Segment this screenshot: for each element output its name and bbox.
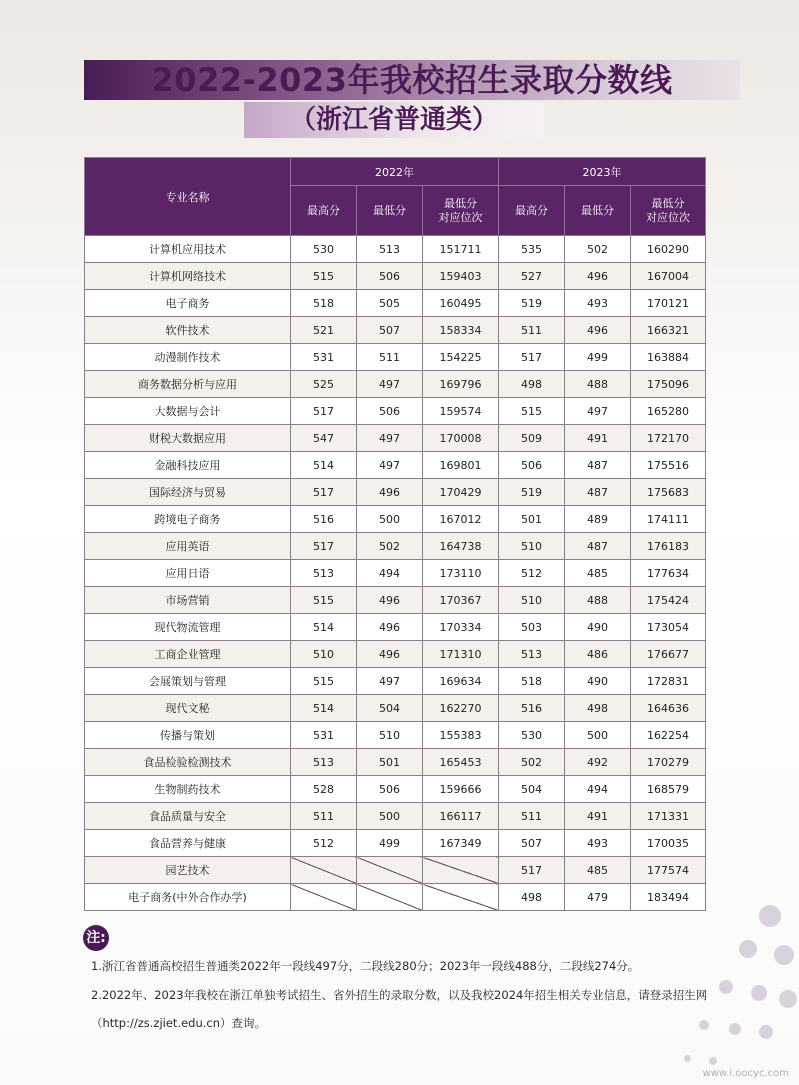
note-line-2: 2.2022年、2023年我校在浙江单独考试招生、省外招生的录取分数，以及我校2024年招生相关专业信息，请登录招生网 bbox=[91, 988, 708, 1002]
table-row bbox=[85, 614, 706, 641]
2023-rank-cell: 171331 bbox=[631, 803, 706, 830]
major-name-cell: 跨境电子商务 bbox=[85, 506, 291, 533]
2022-rank-cell: 159574 bbox=[423, 398, 499, 425]
major-name-cell: 动漫制作技术 bbox=[85, 344, 291, 371]
2022-min-cell bbox=[357, 857, 423, 884]
2023-max-cell: 511 bbox=[499, 803, 565, 830]
2022-min-cell: 511 bbox=[357, 344, 423, 371]
2022-min-cell: 497 bbox=[357, 452, 423, 479]
major-name-cell: 会展策划与管理 bbox=[85, 668, 291, 695]
2022-rank-cell: 151711 bbox=[423, 236, 499, 263]
2023-rank-cell: 173054 bbox=[631, 614, 706, 641]
2022-min-cell: 500 bbox=[357, 506, 423, 533]
note-line-1: 1.浙江省普通高校招生普通类2022年一段线497分，二段线280分；2023年一段线488分，二段线274分。 bbox=[91, 959, 640, 973]
2022-max-cell: 518 bbox=[291, 290, 357, 317]
2022-min-cell: 506 bbox=[357, 398, 423, 425]
2023-rank-cell: 170121 bbox=[631, 290, 706, 317]
2023-max-cell: 535 bbox=[499, 236, 565, 263]
2022-min-cell: 506 bbox=[357, 263, 423, 290]
2023-max-cell: 506 bbox=[499, 452, 565, 479]
2023-max-cell: 510 bbox=[499, 587, 565, 614]
score-table bbox=[84, 157, 706, 911]
major-name-cell: 大数据与会计 bbox=[85, 398, 291, 425]
2022-rank-cell: 159666 bbox=[423, 776, 499, 803]
2022-max-cell: 515 bbox=[291, 587, 357, 614]
2023-rank-cell: 165280 bbox=[631, 398, 706, 425]
2022-max-cell: 521 bbox=[291, 317, 357, 344]
2023-min-cell: 502 bbox=[565, 236, 631, 263]
2022-min-cell: 496 bbox=[357, 614, 423, 641]
col-max-2022: 最高分 bbox=[291, 186, 357, 236]
table-row bbox=[85, 749, 706, 776]
table-row bbox=[85, 290, 706, 317]
table-row bbox=[85, 236, 706, 263]
2023-max-cell: 513 bbox=[499, 641, 565, 668]
watermark: www.i.oocyc.com bbox=[702, 1068, 789, 1079]
table-row bbox=[85, 371, 706, 398]
2022-max-cell: 525 bbox=[291, 371, 357, 398]
major-name-cell: 商务数据分析与应用 bbox=[85, 371, 291, 398]
2022-rank-cell: 167012 bbox=[423, 506, 499, 533]
2022-min-cell: 506 bbox=[357, 776, 423, 803]
score-table-body bbox=[85, 236, 706, 911]
2023-min-cell: 492 bbox=[565, 749, 631, 776]
table-row bbox=[85, 344, 706, 371]
table-row bbox=[85, 884, 706, 911]
2022-min-cell: 499 bbox=[357, 830, 423, 857]
year-2022-header: 2022年 bbox=[291, 158, 499, 186]
2022-max-cell: 531 bbox=[291, 722, 357, 749]
2023-rank-cell: 166321 bbox=[631, 317, 706, 344]
2022-max-cell: 514 bbox=[291, 614, 357, 641]
2022-min-cell: 494 bbox=[357, 560, 423, 587]
2023-max-cell: 509 bbox=[499, 425, 565, 452]
2022-max-cell: 517 bbox=[291, 398, 357, 425]
2022-max-cell: 511 bbox=[291, 803, 357, 830]
2022-rank-cell bbox=[423, 857, 499, 884]
col-max-2023: 最高分 bbox=[499, 186, 565, 236]
major-name-cell: 计算机网络技术 bbox=[85, 263, 291, 290]
2022-min-cell bbox=[357, 884, 423, 911]
2023-rank-cell: 167004 bbox=[631, 263, 706, 290]
2023-max-cell: 517 bbox=[499, 344, 565, 371]
2022-max-cell bbox=[291, 857, 357, 884]
2023-min-cell: 496 bbox=[565, 317, 631, 344]
2022-rank-cell bbox=[423, 884, 499, 911]
2022-max-cell: 515 bbox=[291, 263, 357, 290]
2023-min-cell: 493 bbox=[565, 830, 631, 857]
major-name-cell: 财税大数据应用 bbox=[85, 425, 291, 452]
2022-max-cell: 547 bbox=[291, 425, 357, 452]
2022-rank-cell: 170334 bbox=[423, 614, 499, 641]
page-title: 2022-2023年我校招生录取分数线 bbox=[151, 61, 673, 99]
major-name-cell: 计算机应用技术 bbox=[85, 236, 291, 263]
major-name-cell: 电子商务(中外合作办学) bbox=[85, 884, 291, 911]
2023-rank-cell: 175424 bbox=[631, 587, 706, 614]
2023-max-cell: 511 bbox=[499, 317, 565, 344]
2022-rank-cell: 170367 bbox=[423, 587, 499, 614]
2023-max-cell: 502 bbox=[499, 749, 565, 776]
table-row bbox=[85, 587, 706, 614]
major-name-cell: 金融科技应用 bbox=[85, 452, 291, 479]
2023-rank-cell: 163884 bbox=[631, 344, 706, 371]
2022-min-cell: 507 bbox=[357, 317, 423, 344]
2023-rank-cell: 168579 bbox=[631, 776, 706, 803]
table-row bbox=[85, 722, 706, 749]
2023-rank-cell: 177574 bbox=[631, 857, 706, 884]
2023-max-cell: 519 bbox=[499, 290, 565, 317]
2022-max-cell: 515 bbox=[291, 668, 357, 695]
2023-rank-cell: 176677 bbox=[631, 641, 706, 668]
2023-max-cell: 512 bbox=[499, 560, 565, 587]
major-name-cell: 现代物流管理 bbox=[85, 614, 291, 641]
2023-rank-cell: 172170 bbox=[631, 425, 706, 452]
2022-max-cell: 514 bbox=[291, 452, 357, 479]
col-rank-2022: 最低分 对应位次 bbox=[423, 186, 499, 236]
2023-rank-cell: 162254 bbox=[631, 722, 706, 749]
table-row bbox=[85, 533, 706, 560]
table-row bbox=[85, 803, 706, 830]
2023-min-cell: 499 bbox=[565, 344, 631, 371]
2022-rank-cell: 159403 bbox=[423, 263, 499, 290]
2022-max-cell: 510 bbox=[291, 641, 357, 668]
table-row bbox=[85, 317, 706, 344]
2022-rank-cell: 165453 bbox=[423, 749, 499, 776]
2023-rank-cell: 172831 bbox=[631, 668, 706, 695]
table-row bbox=[85, 398, 706, 425]
2022-max-cell: 517 bbox=[291, 533, 357, 560]
2023-max-cell: 517 bbox=[499, 857, 565, 884]
2022-rank-cell: 166117 bbox=[423, 803, 499, 830]
2022-rank-cell: 169801 bbox=[423, 452, 499, 479]
2023-min-cell: 490 bbox=[565, 668, 631, 695]
2022-rank-cell: 155383 bbox=[423, 722, 499, 749]
2022-max-cell: 512 bbox=[291, 830, 357, 857]
2023-max-cell: 507 bbox=[499, 830, 565, 857]
2022-min-cell: 497 bbox=[357, 425, 423, 452]
2022-rank-cell: 160495 bbox=[423, 290, 499, 317]
2022-max-cell: 517 bbox=[291, 479, 357, 506]
2023-min-cell: 488 bbox=[565, 371, 631, 398]
2023-max-cell: 515 bbox=[499, 398, 565, 425]
table-row bbox=[85, 560, 706, 587]
2023-min-cell: 488 bbox=[565, 587, 631, 614]
2023-min-cell: 479 bbox=[565, 884, 631, 911]
2023-rank-cell: 175683 bbox=[631, 479, 706, 506]
2023-max-cell: 518 bbox=[499, 668, 565, 695]
2023-min-cell: 487 bbox=[565, 533, 631, 560]
2022-min-cell: 502 bbox=[357, 533, 423, 560]
2022-rank-cell: 164738 bbox=[423, 533, 499, 560]
page-subtitle: （浙江省普通类） bbox=[289, 105, 498, 135]
2023-min-cell: 498 bbox=[565, 695, 631, 722]
major-name-cell: 国际经济与贸易 bbox=[85, 479, 291, 506]
2023-rank-cell: 183494 bbox=[631, 884, 706, 911]
2022-rank-cell: 171310 bbox=[423, 641, 499, 668]
2022-min-cell: 496 bbox=[357, 587, 423, 614]
2022-max-cell: 528 bbox=[291, 776, 357, 803]
2022-max-cell bbox=[291, 884, 357, 911]
2023-max-cell: 519 bbox=[499, 479, 565, 506]
col-rank-2023: 最低分 对应位次 bbox=[631, 186, 706, 236]
2022-min-cell: 513 bbox=[357, 236, 423, 263]
2023-max-cell: 527 bbox=[499, 263, 565, 290]
table-row bbox=[85, 668, 706, 695]
2023-min-cell: 500 bbox=[565, 722, 631, 749]
major-name-cell: 传播与策划 bbox=[85, 722, 291, 749]
2022-min-cell: 497 bbox=[357, 668, 423, 695]
major-name-cell: 食品营养与健康 bbox=[85, 830, 291, 857]
table-row bbox=[85, 506, 706, 533]
2023-min-cell: 487 bbox=[565, 452, 631, 479]
table-row bbox=[85, 776, 706, 803]
major-name-cell: 应用日语 bbox=[85, 560, 291, 587]
table-row bbox=[85, 641, 706, 668]
2022-max-cell: 514 bbox=[291, 695, 357, 722]
2023-rank-cell: 176183 bbox=[631, 533, 706, 560]
table-row bbox=[85, 695, 706, 722]
table-row bbox=[85, 425, 706, 452]
year-2023-header: 2023年 bbox=[499, 158, 706, 186]
2023-min-cell: 497 bbox=[565, 398, 631, 425]
2023-rank-cell: 164636 bbox=[631, 695, 706, 722]
2023-rank-cell: 177634 bbox=[631, 560, 706, 587]
table-row bbox=[85, 479, 706, 506]
2022-rank-cell: 158334 bbox=[423, 317, 499, 344]
2022-min-cell: 500 bbox=[357, 803, 423, 830]
2023-min-cell: 487 bbox=[565, 479, 631, 506]
2023-max-cell: 498 bbox=[499, 884, 565, 911]
2022-rank-cell: 169634 bbox=[423, 668, 499, 695]
2023-min-cell: 491 bbox=[565, 425, 631, 452]
2023-min-cell: 489 bbox=[565, 506, 631, 533]
2023-min-cell: 485 bbox=[565, 857, 631, 884]
major-name-cell: 食品质量与安全 bbox=[85, 803, 291, 830]
2023-rank-cell: 175096 bbox=[631, 371, 706, 398]
major-name-cell: 应用英语 bbox=[85, 533, 291, 560]
major-name-cell: 软件技术 bbox=[85, 317, 291, 344]
2022-min-cell: 504 bbox=[357, 695, 423, 722]
2022-rank-cell: 173110 bbox=[423, 560, 499, 587]
2023-min-cell: 491 bbox=[565, 803, 631, 830]
2023-max-cell: 530 bbox=[499, 722, 565, 749]
2022-min-cell: 496 bbox=[357, 479, 423, 506]
col-min-2022: 最低分 bbox=[357, 186, 423, 236]
2023-max-cell: 516 bbox=[499, 695, 565, 722]
2022-max-cell: 531 bbox=[291, 344, 357, 371]
2022-rank-cell: 170429 bbox=[423, 479, 499, 506]
table-row bbox=[85, 857, 706, 884]
2023-rank-cell: 170279 bbox=[631, 749, 706, 776]
major-name-cell: 生物制药技术 bbox=[85, 776, 291, 803]
2022-max-cell: 513 bbox=[291, 749, 357, 776]
2023-rank-cell: 175516 bbox=[631, 452, 706, 479]
note-line-3: （http://zs.zjiet.edu.cn）查询。 bbox=[91, 1016, 267, 1030]
major-name-cell: 现代文秘 bbox=[85, 695, 291, 722]
major-name-cell: 食品检验检测技术 bbox=[85, 749, 291, 776]
2023-max-cell: 504 bbox=[499, 776, 565, 803]
major-name-cell: 工商企业管理 bbox=[85, 641, 291, 668]
major-column-header: 专业名称 bbox=[85, 158, 291, 236]
dot-decoration bbox=[639, 885, 799, 1085]
2023-rank-cell: 160290 bbox=[631, 236, 706, 263]
2022-rank-cell: 154225 bbox=[423, 344, 499, 371]
2023-rank-cell: 174111 bbox=[631, 506, 706, 533]
table-row bbox=[85, 263, 706, 290]
2023-max-cell: 498 bbox=[499, 371, 565, 398]
2022-min-cell: 496 bbox=[357, 641, 423, 668]
major-name-cell: 市场营销 bbox=[85, 587, 291, 614]
2022-rank-cell: 167349 bbox=[423, 830, 499, 857]
2022-min-cell: 497 bbox=[357, 371, 423, 398]
2023-min-cell: 485 bbox=[565, 560, 631, 587]
2022-max-cell: 516 bbox=[291, 506, 357, 533]
2022-rank-cell: 169796 bbox=[423, 371, 499, 398]
2023-max-cell: 503 bbox=[499, 614, 565, 641]
2022-min-cell: 510 bbox=[357, 722, 423, 749]
table-row bbox=[85, 830, 706, 857]
note-badge: 注: bbox=[83, 925, 109, 951]
2023-max-cell: 501 bbox=[499, 506, 565, 533]
col-min-2023: 最低分 bbox=[565, 186, 631, 236]
2022-min-cell: 501 bbox=[357, 749, 423, 776]
major-name-cell: 园艺技术 bbox=[85, 857, 291, 884]
2022-max-cell: 530 bbox=[291, 236, 357, 263]
2022-max-cell: 513 bbox=[291, 560, 357, 587]
major-name-cell: 电子商务 bbox=[85, 290, 291, 317]
2023-rank-cell: 170035 bbox=[631, 830, 706, 857]
2022-rank-cell: 170008 bbox=[423, 425, 499, 452]
2022-min-cell: 505 bbox=[357, 290, 423, 317]
2023-min-cell: 490 bbox=[565, 614, 631, 641]
2022-rank-cell: 162270 bbox=[423, 695, 499, 722]
2023-max-cell: 510 bbox=[499, 533, 565, 560]
2023-min-cell: 494 bbox=[565, 776, 631, 803]
2023-min-cell: 496 bbox=[565, 263, 631, 290]
2023-min-cell: 493 bbox=[565, 290, 631, 317]
table-row bbox=[85, 452, 706, 479]
2023-min-cell: 486 bbox=[565, 641, 631, 668]
